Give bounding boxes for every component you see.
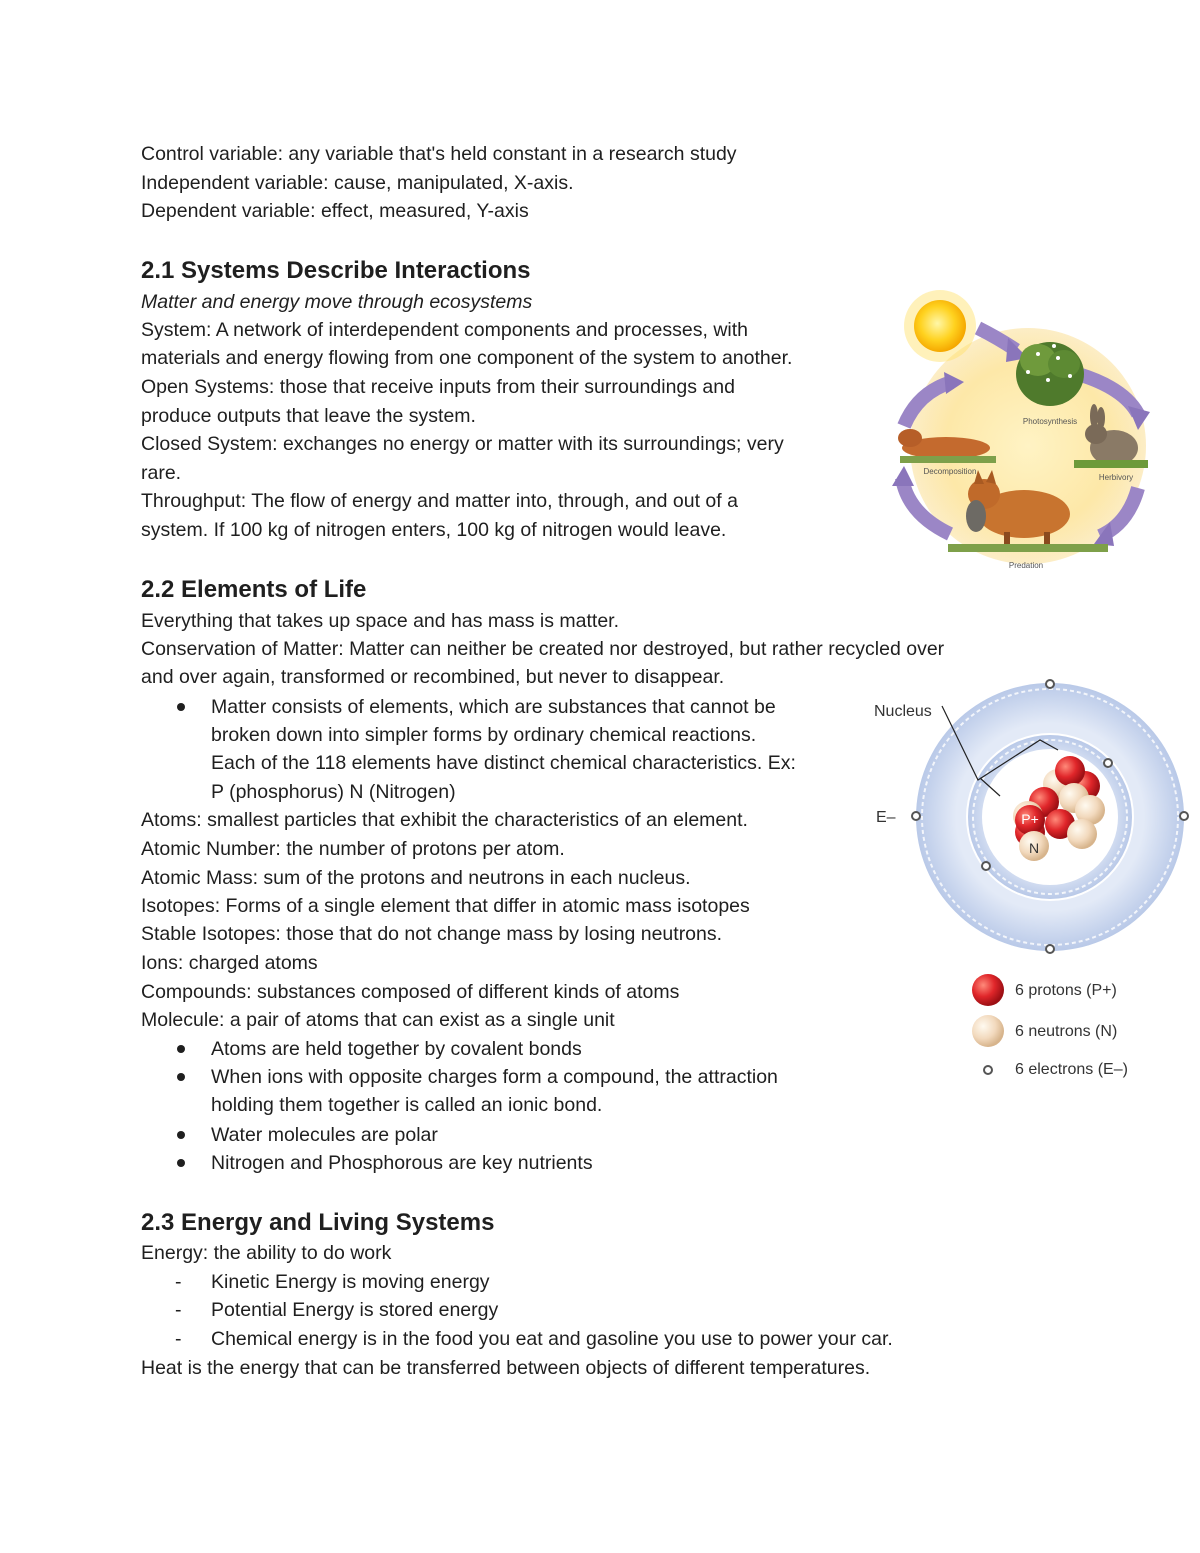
text-line: produce outputs that leave the system. (141, 405, 476, 427)
bullet-text: Atoms are held together by covalent bonds (211, 1038, 582, 1060)
bullet-text: P (phosphorus) N (Nitrogen) (211, 781, 456, 803)
neutron-label: N (1028, 840, 1040, 856)
decomposition-label: Decomposition (923, 467, 977, 476)
bullet-icon (176, 1158, 186, 1168)
text-line: Atomic Mass: sum of the protons and neutrons in each nucleus. (141, 867, 691, 889)
text-line: Molecule: a pair of atoms that can exist as a single unit (141, 1009, 615, 1031)
independent-variable-definition: Independent variable: cause, manipulated, X-axis. (141, 172, 574, 194)
dash-item-text: Potential Energy is stored energy (211, 1299, 499, 1321)
bullet-icon (176, 1044, 186, 1054)
bullet-text: holding them together is called an ionic bond. (211, 1094, 603, 1116)
text-line: Open Systems: those that receive inputs from their surroundings and (141, 376, 735, 398)
text-line: Stable Isotopes: those that do not change mass by losing neutrons. (141, 923, 723, 945)
text-line: System: A network of interdependent components and processes, with (141, 319, 749, 341)
bullet-text: Nitrogen and Phosphorous are key nutrients (211, 1152, 593, 1174)
section-2-3-heading: 2.3 Energy and Living Systems (141, 1209, 495, 1236)
dash-item-text: Kinetic Energy is moving energy (211, 1271, 490, 1293)
text-line: Isotopes: Forms of a single element that differ in atomic mass isotopes (141, 895, 750, 917)
bullet-text: Water molecules are polar (211, 1124, 438, 1146)
dash-marker: - (175, 1299, 182, 1321)
bullet-icon (176, 1130, 186, 1140)
bullet-text: When ions with opposite charges form a compound, the attraction (211, 1066, 778, 1088)
dash-item-text: Chemical energy is in the food you eat and gasoline you use to power your car. (211, 1328, 893, 1350)
nucleus-label: Nucleus (874, 703, 932, 720)
atom-legend-icons (968, 970, 1012, 1090)
neutron-legend-icon (972, 1015, 1004, 1047)
herbivory-label: Herbivory (1098, 473, 1134, 482)
predation-label: Predation (1008, 561, 1044, 570)
legend-protons: 6 protons (P+) (1015, 982, 1117, 999)
proton-legend-icon (972, 974, 1004, 1006)
electron-label: E– (876, 809, 896, 826)
electron-legend-icon (984, 1066, 992, 1074)
text-line: Throughput: The flow of energy and matter into, through, and out of a (141, 490, 738, 512)
bullet-text: Matter consists of elements, which are substances that cannot be (211, 696, 776, 718)
text-line: Heat is the energy that can be transferred between objects of different temperatures. (141, 1357, 871, 1379)
ecosystem-cycle-figure (888, 288, 1164, 574)
text-line: Compounds: substances composed of different kinds of atoms (141, 981, 680, 1003)
legend-electrons: 6 electrons (E–) (1015, 1061, 1128, 1078)
section-2-2-heading: 2.2 Elements of Life (141, 576, 367, 603)
bullet-text: Each of the 118 elements have distinct chemical characteristics. Ex: (211, 752, 796, 774)
bullet-text: broken down into simpler forms by ordinary chemical reactions. (211, 724, 757, 746)
section-2-1-subtitle: Matter and energy move through ecosystems (141, 291, 533, 313)
text-line: system. If 100 kg of nitrogen enters, 100 kg of nitrogen would leave. (141, 519, 727, 541)
text-line: Atomic Number: the number of protons per atom. (141, 838, 565, 860)
text-line: and over again, transformed or recombined, but never to disappear. (141, 666, 725, 688)
text-line: Conservation of Matter: Matter can neither be created nor destroyed, but rather recycled over (141, 638, 945, 660)
dependent-variable-definition: Dependent variable: effect, measured, Y-axis (141, 200, 529, 222)
text-line: materials and energy flowing from one component of the system to another. (141, 347, 793, 369)
carbon-atom-diagram (868, 676, 1192, 976)
control-variable-definition: Control variable: any variable that's held constant in a research study (141, 143, 737, 165)
section-2-1-heading: 2.1 Systems Describe Interactions (141, 257, 531, 284)
photosynthesis-label: Photosynthesis (1022, 417, 1078, 426)
bullet-icon (176, 1072, 186, 1082)
text-line: Energy: the ability to do work (141, 1242, 392, 1264)
dash-marker: - (175, 1271, 182, 1293)
text-line: Ions: charged atoms (141, 952, 318, 974)
legend-neutrons: 6 neutrons (N) (1015, 1023, 1118, 1040)
text-line: Atoms: smallest particles that exhibit the characteristics of an element. (141, 809, 748, 831)
text-line: Closed System: exchanges no energy or matter with its surroundings; very (141, 433, 784, 455)
bullet-icon (176, 702, 186, 712)
text-line: rare. (141, 462, 182, 484)
text-line: Everything that takes up space and has mass is matter. (141, 610, 619, 632)
proton-label: P+ (1021, 811, 1039, 827)
dash-marker: - (175, 1328, 182, 1350)
